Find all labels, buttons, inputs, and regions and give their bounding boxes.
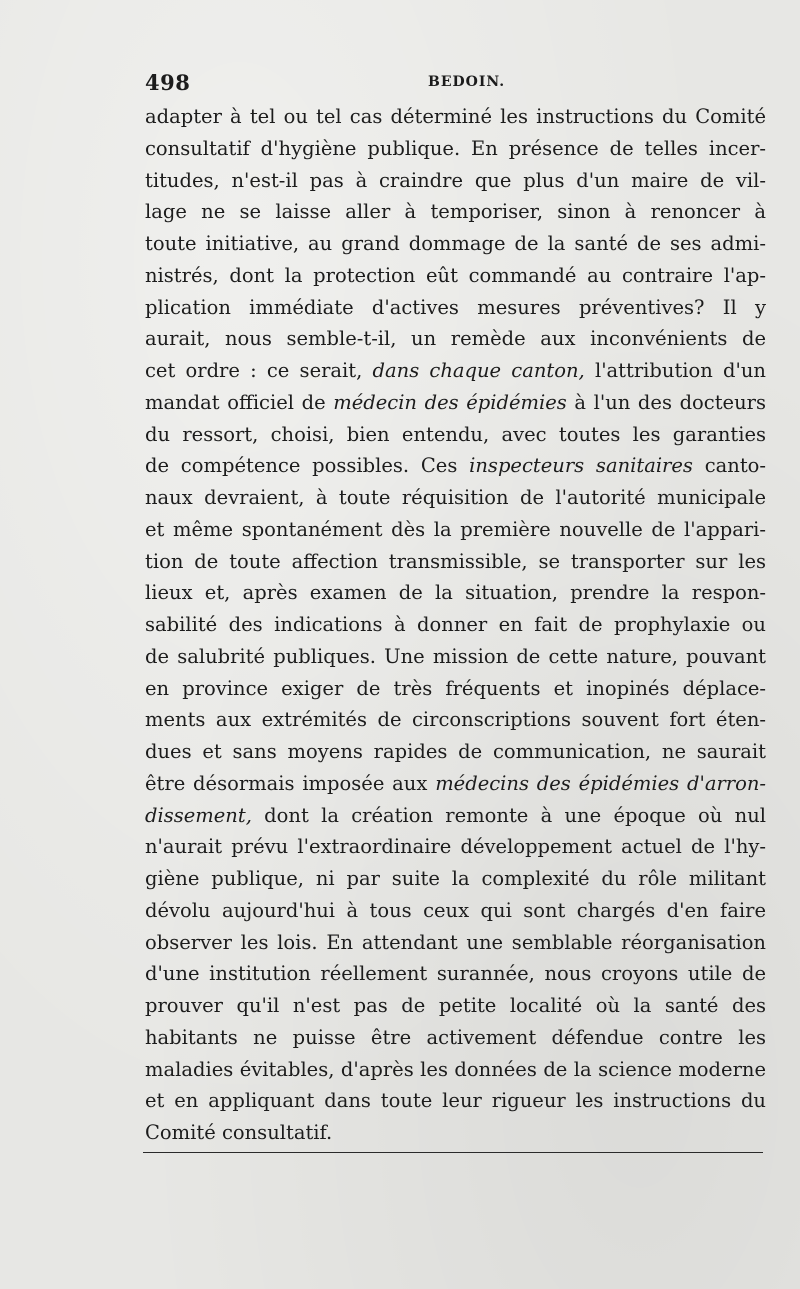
italic-phrase: dissement, [145,803,252,827]
page-header [145,70,765,104]
text-run: canto- [692,454,766,478]
text-line [145,450,766,482]
footnote-rule [143,1152,763,1153]
text-run: toute initiative, au grand dommage de la santé de ses admi- [145,232,766,255]
text-run: Comité consultatif. [145,1121,333,1144]
text-run: tion de toute affection transmissible, se transporter sur les [145,549,766,573]
text-run: plication immédiate d'actives mesures préventives? Il y [145,295,766,319]
text-run: dues et sans moyens rapides de communication, ne saurait [145,740,766,763]
text-line [145,228,766,260]
text-run: naux devraient, à toute réquisition de l'autorité municipale [145,486,766,509]
text-line [145,673,766,705]
text-run: en province exiger de très fréquents et inopinés déplace- [145,676,766,700]
italic-phrase: médecin des épidémies [333,390,567,414]
text-line [145,101,766,133]
text-run: adapter à tel ou tel cas déterminé les instructions du Comité [145,105,766,128]
text-run: d'une institution réellement surannée, nous croyons utile de [145,962,766,986]
text-line [145,355,766,387]
text-run: sabilité des indications à donner en fait de prophylaxie ou [145,613,766,636]
text-line [145,387,766,419]
text-line [145,165,766,197]
text-run: de salubrité publiques. Une mission de cette nature, pouvant [145,644,766,668]
text-run: consultatif d'hygiène publique. En présence de telles incer- [145,136,766,160]
text-line [145,1054,766,1086]
page-number: 498 [145,70,191,95]
text-run: habitants ne puisse être activement défendue contre les [145,1025,766,1049]
text-run: lage ne se laisse aller à temporiser, sinon à renoncer à [145,200,766,224]
text-line [145,641,766,673]
running-head: BEDOIN. [428,74,506,90]
text-line [145,990,766,1022]
text-line [145,831,766,863]
text-line [145,482,766,514]
text-run: lieux et, après examen de la situation, prendre la respon- [145,581,766,605]
text-line [145,292,766,324]
text-line [145,196,766,228]
text-line [145,800,766,832]
text-line [145,895,766,927]
text-run: nistrés, dont la protection eût commandé au contraire l'ap- [145,263,766,287]
text-run: de compétence possibles. Ces [145,454,470,478]
text-run: et même spontanément dès la première nouvelle de l'appari- [145,517,766,541]
text-line [145,419,766,451]
text-line [145,577,766,609]
text-line [145,514,766,546]
text-run: du ressort, choisi, bien entendu, avec toutes les garanties [145,422,766,446]
text-line [145,1117,766,1149]
text-line [145,704,766,736]
italic-phrase: inspecteurs sanitaires [469,454,693,478]
text-run: maladies évitables, d'après les données de la science moderne [145,1057,766,1081]
text-line [145,546,766,578]
text-line [145,323,766,355]
text-run: titudes, n'est-il pas à craindre que plus d'un maire de vil- [145,168,766,192]
italic-phrase: médecins des épidémies d'arron- [435,771,767,795]
text-line [145,863,766,895]
text-run: prouver qu'il n'est pas de petite localité où la santé des [145,994,766,1017]
text-run: mandat officiel de [145,390,334,414]
text-run: et en appliquant dans toute leur rigueur les instructions du [145,1089,766,1113]
text-run: dont la création remonte à une époque où nul [251,803,766,827]
text-run: ments aux extrémités de circonscriptions souvent fort éten- [145,708,766,732]
text-run: l'attribution d'un [584,359,766,382]
text-run: dévolu aujourd'hui à tous ceux qui sont chargés d'en faire [145,898,766,922]
text-line [145,260,766,292]
text-line [145,768,766,800]
text-run: observer les lois. En attendant une semblable réorganisation [145,930,766,954]
body-paragraph [145,101,766,1149]
text-run: être désormais imposée aux [145,771,436,795]
text-line [145,609,766,641]
text-run: à l'un des docteurs [566,390,766,414]
italic-phrase: dans chaque canton, [372,359,585,382]
text-line [145,1022,766,1054]
text-run: n'aurait prévu l'extraordinaire développement actuel de l'hy- [145,835,766,859]
text-line [145,958,766,990]
text-line [145,1085,766,1117]
text-line [145,736,766,768]
text-run: cet ordre : ce serait, [145,359,373,382]
text-line [145,133,766,165]
text-run: aurait, nous semble-t-il, un remède aux inconvénients de [145,327,766,351]
text-line [145,927,766,959]
text-run: giène publique, ni par suite la complexité du rôle militant [145,867,766,890]
